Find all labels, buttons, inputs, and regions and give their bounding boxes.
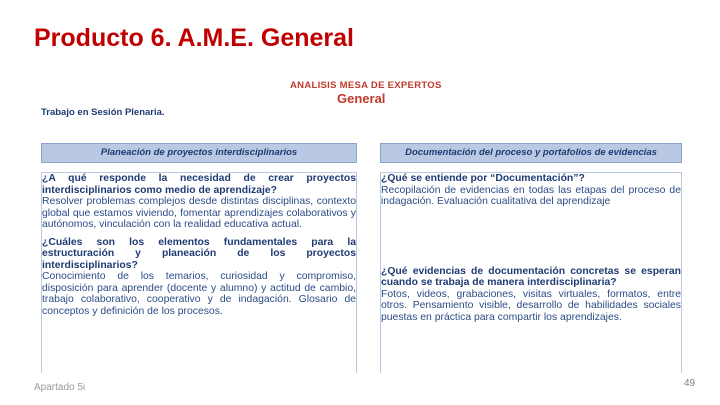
embedded-document-image xyxy=(34,76,686,372)
left-answer-2: Conocimiento de los temarios, curiosidad y compromiso, disposición para aprender (docente y alumno) y actitud de cambio, trabajo colaborativo, cooperativo y de indagación. Glosario de conceptos y definición de los procesos. xyxy=(42,271,356,317)
document-heading-top: ANALISIS MESA DE EXPERTOS xyxy=(290,80,442,91)
page-number: 49 xyxy=(684,378,696,389)
right-question-2: ¿Qué evidencias de documentación concretas se esperan cuando se trabaja de manera interdisciplinaria? xyxy=(381,265,681,288)
right-question-1: ¿Qué se entiende por “Documentación”? xyxy=(381,173,585,184)
document-heading-main: General xyxy=(337,91,386,106)
right-column-box xyxy=(380,172,682,373)
slide-title: Producto 6. A.M.E. General xyxy=(34,24,354,52)
right-answer-2: Fotos, videos, grabaciones, visitas virtuales, formatos, entre otros. Pensamiento visible, desarrollo de habilidades sociales puestas en práctica para compartir los aprendizajes. xyxy=(381,288,681,323)
right-column-header: Documentación del proceso y portafolios de evidencias xyxy=(380,143,682,163)
left-question-2: ¿Cuáles son los elementos fundamentales para la estructuración y planeación de los proyectos interdisciplinarios? xyxy=(42,236,356,271)
footer-label: Apartado 5i xyxy=(34,382,86,393)
left-column-header: Planeación de proyectos interdisciplinarios xyxy=(41,143,357,163)
left-column-box xyxy=(41,172,357,373)
left-answer-1: Resolver problemas complejos desde distintas disciplinas, contexto global que estamos viviendo, fomentar aprendizajes colaborativos y autónomos, vinculación con la realidad educativa actual. xyxy=(42,196,356,230)
right-answer-1: Recopilación de evidencias en todas las etapas del proceso de indagación. Evaluación cualitativa del aprendizaje xyxy=(381,184,681,207)
left-question-1: ¿A qué responde la necesidad de crear proyectos interdisciplinarios como medio de aprendizaje? xyxy=(42,173,356,196)
session-label: Trabajo en Sesión Plenaria. xyxy=(41,107,165,118)
